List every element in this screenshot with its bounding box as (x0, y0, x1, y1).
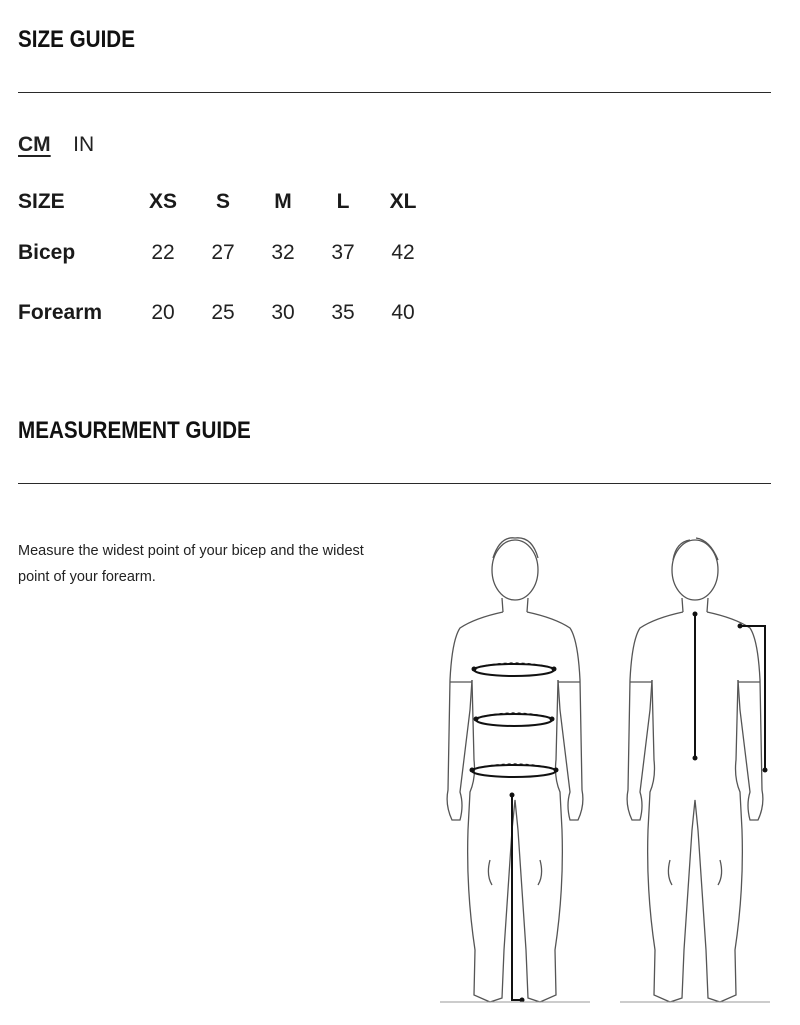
unit-toggle (18, 133, 94, 157)
table-cell: 22 (151, 241, 175, 264)
size-col-m: M (274, 189, 292, 213)
table-cell: 42 (391, 241, 415, 264)
measurement-description: Measure the widest point of your bicep and the widest point of your forearm. (18, 543, 364, 585)
table-header-row (18, 180, 433, 223)
table-cell: 20 (151, 301, 175, 324)
unit-in-tab[interactable]: IN (73, 133, 95, 156)
table-row-forearm (18, 283, 433, 343)
table-cell: 40 (391, 301, 415, 324)
row-label: Bicep (18, 241, 76, 264)
size-col-xs: XS (148, 189, 177, 213)
table-cell: 25 (211, 301, 235, 324)
table-cell: 35 (331, 301, 355, 324)
table-cell: 37 (331, 241, 355, 264)
size-header-label: SIZE (18, 189, 65, 213)
size-guide-title: SIZE GUIDE (18, 26, 135, 53)
size-table (18, 180, 433, 343)
row-label: Forearm (18, 301, 103, 324)
body-front-measurement-icon (430, 530, 600, 1010)
body-back-measurement-icon (610, 530, 780, 1010)
table-row-bicep (18, 223, 433, 283)
table-cell: 27 (211, 241, 235, 264)
size-col-l: L (336, 189, 350, 213)
size-col-s: S (215, 189, 230, 213)
measurement-guide-title: MEASUREMENT GUIDE (18, 417, 251, 444)
divider (18, 92, 771, 93)
size-col-xl: XL (389, 189, 417, 213)
divider (18, 483, 771, 484)
unit-cm-tab[interactable]: CM (18, 133, 51, 156)
table-cell: 32 (271, 241, 295, 264)
table-cell: 30 (271, 301, 295, 324)
